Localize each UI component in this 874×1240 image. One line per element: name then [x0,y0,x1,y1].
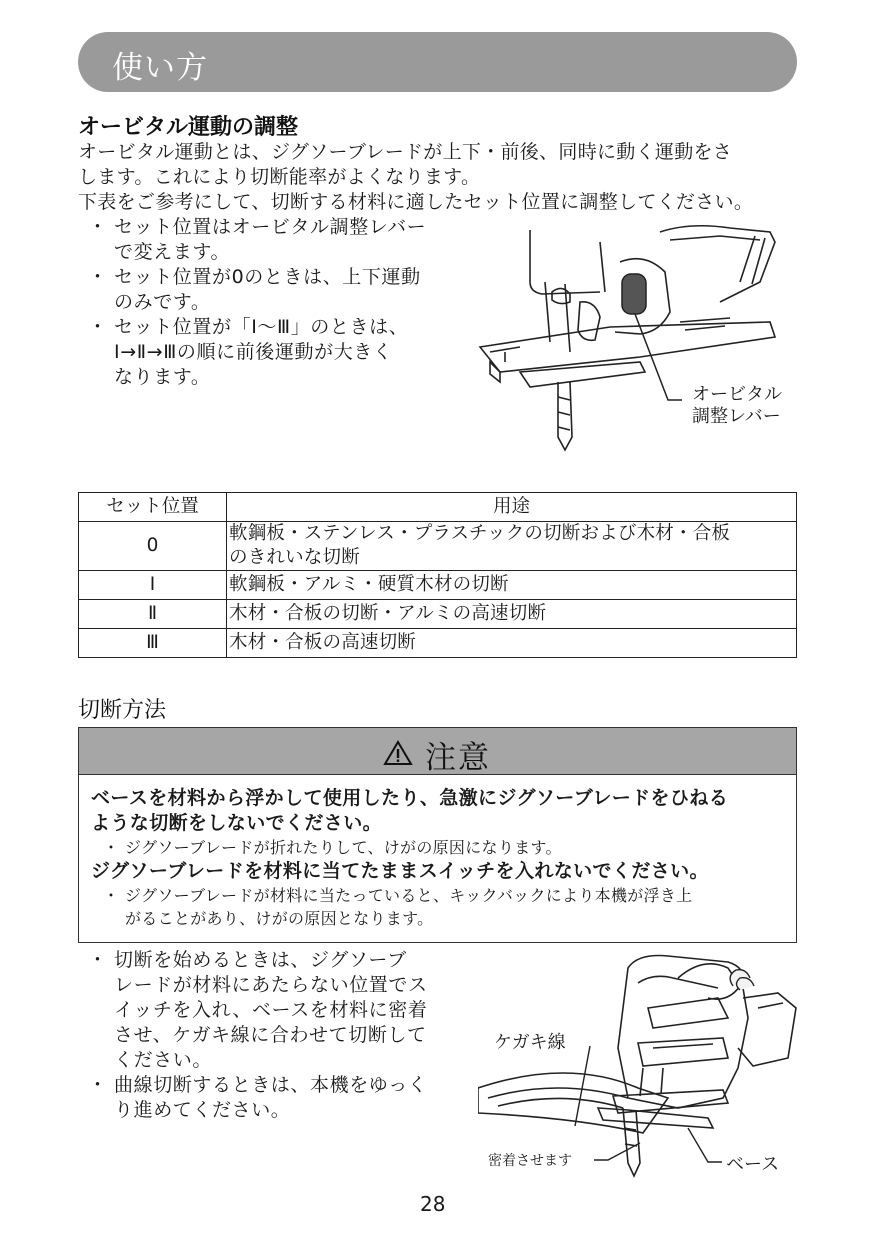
table-row [79,571,797,600]
bullet-line: で変えます。 [114,241,231,263]
bullet-line: レードが材料にあたらない位置でス [114,974,428,996]
table-row [79,522,797,571]
cutting-illustration [478,948,798,1183]
list-item [88,315,468,390]
contact-label: 密着させます [488,1153,572,1169]
bullet-dot: ・ [103,838,120,857]
bullet-line: り進めてください。 [114,1099,291,1121]
bullet-line: セット位置が「Ⅰ～Ⅲ」のときは、 [114,316,409,338]
table-row [79,600,797,629]
bullet-dot: ・ [103,886,120,905]
table-row [79,629,797,658]
bullet-dot: ・ [88,1074,108,1096]
list-item [88,265,468,315]
intro-line: します。これにより切断能率がよくなります。 [78,166,481,188]
label-line: オービタル [692,384,782,405]
caution-note [91,836,791,859]
list-item [88,215,468,265]
use-cell: 木材・合板の切断・アルミの高速切断 [227,600,797,629]
intro-line: オービタル運動とは、ジグソーブレードが上下・前後、同時に動く運動をさ [78,141,733,163]
caution-text: ジグソーブレードを材料に当てたままスイッチを入れないでください。 [91,860,709,882]
caution-box [78,727,797,943]
bullet-line: イッチを入れ、ベースを材料に密着 [114,999,428,1021]
bullet-line: セット位置が0のときは、上下運動 [114,266,421,288]
bullet-line: 曲線切断するときは、本機をゆっく [114,1074,428,1096]
caution-note-text: がることがあり、けがの原因となります。 [125,909,434,928]
column-header-use: 用途 [227,493,797,522]
caution-text: ような切断をしないでください。 [91,812,383,834]
bullet-line: 切断を始めるときは、ジグソーブ [114,949,407,971]
position-cell: Ⅲ [79,629,227,658]
label-line: 調整レバー [692,406,781,427]
warning-triangle-icon [383,740,413,766]
position-cell: 0 [79,522,227,571]
orbital-heading: オービタル運動の調整 [78,115,299,140]
caution-note-text: ジグソーブレードが折れたりして、けがの原因になります。 [125,838,562,857]
use-cell: 軟鋼板・アルミ・硬質木材の切断 [227,571,797,600]
caution-note [91,884,791,930]
bullet-dot: ・ [88,949,108,971]
use-cell [227,522,797,571]
list-item [88,948,458,1073]
bullet-dot: ・ [88,316,108,338]
caution-title: 注意 [425,740,491,776]
bullet-dot: ・ [88,216,108,238]
column-header-position: セット位置 [79,493,227,522]
orbital-bullet-list [88,215,468,390]
set-position-table [78,492,797,658]
orbital-lever-label [692,384,782,428]
section-header-bar [78,32,797,92]
bullet-dot: ・ [88,266,108,288]
use-cell: 木材・合板の高速切断 [227,629,797,658]
cutting-bullet-list [88,948,458,1123]
position-cell: Ⅱ [79,600,227,629]
page-number: 28 [420,1192,446,1216]
caution-note-text: ジグソーブレードが材料に当たっていると、キックバックにより本機が浮き上 [125,886,693,905]
scribe-line-label: ケガキ線 [494,1032,566,1053]
intro-line: 下表をご参考にして、切断する材料に適したセット位置に調整してください。 [78,191,754,213]
position-cell: Ⅰ [79,571,227,600]
bullet-line: ください。 [114,1049,213,1071]
bullet-line: させ、ケガキ線に合わせて切断して [114,1024,427,1046]
orbital-lever-icon [622,274,646,314]
table-header-row [79,493,797,522]
caution-body [91,786,791,930]
list-item [88,1073,458,1123]
cutting-heading: 切断方法 [78,698,167,723]
section-title: 使い方 [112,50,208,86]
caution-header [79,728,796,775]
orbital-intro [78,140,798,215]
bullet-line: のみです。 [114,291,211,313]
caution-text: ベースを材料から浮かして使用したり、急激にジグソーブレードをひねる [91,787,729,809]
bullet-line: Ⅰ→Ⅱ→Ⅲの順に前後運動が大きく [114,341,393,363]
use-line: 軟鋼板・ステンレス・プラスチックの切断および木材・合板 [229,523,731,544]
use-line: のきれいな切断 [229,547,360,568]
bullet-line: なります。 [114,366,211,388]
bullet-line: セット位置はオービタル調整レバー [114,216,427,238]
base-label: ベース [726,1154,780,1175]
